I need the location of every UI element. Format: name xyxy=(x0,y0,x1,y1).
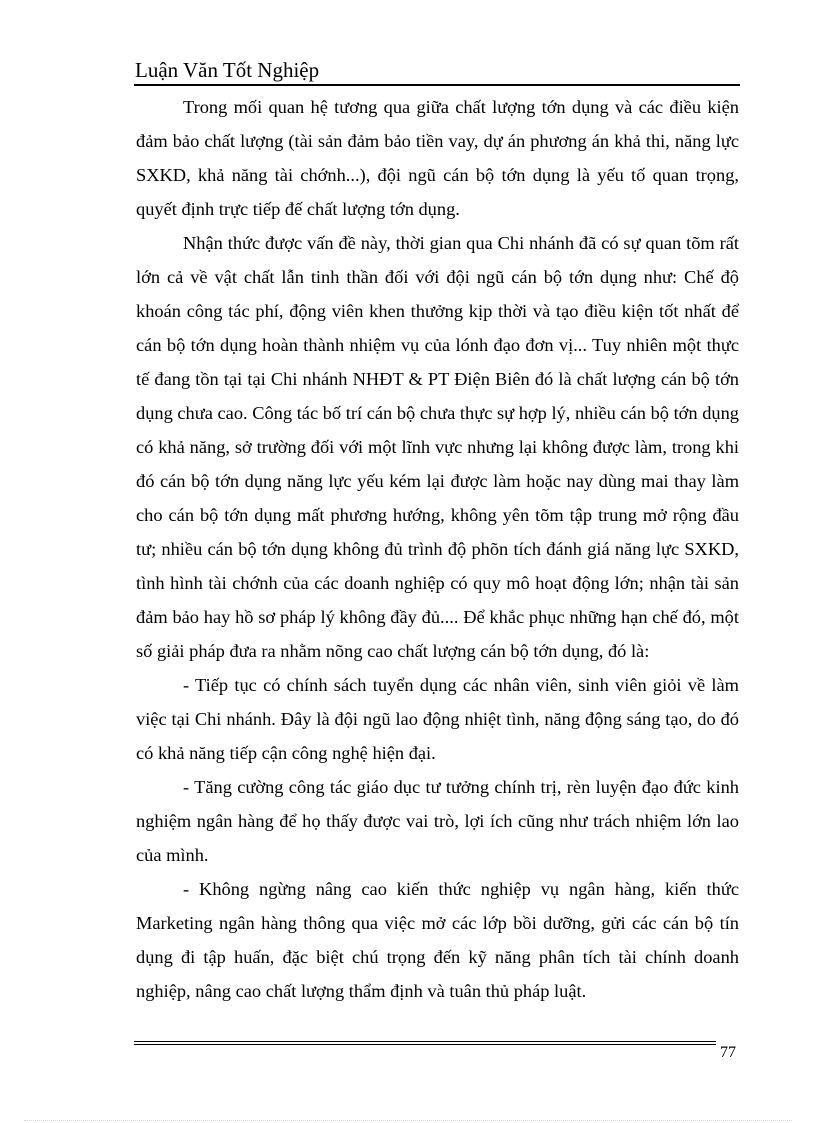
paragraph: - Tiếp tục có chính sách tuyển dụng các nhân viên, sinh viên giỏi về làm việc tại Chi nhánh. Đây là đội ngũ lao động nhiệt tình, năng động sáng tạo, do đó có khả năng tiếp cận công nghệ hiện đại. xyxy=(136,675,739,763)
paragraph: - Tăng cường công tác giáo dục tư tưởng chính trị, rèn luyện đạo đức kinh nghiệm ngân hàng để họ thấy được vai trò, lợi ích cũng như trách nhiệm lớn lao của mình. xyxy=(136,777,739,865)
body-text xyxy=(136,90,739,1008)
paragraph: Trong mối quan hệ tương qua giữa chất lượng tớn dụng và các điều kiện đảm bảo chất lượng (tài sản đảm bảo tiền vay, dự án phương án khả thi, năng lực SXKD, khả năng tài chớnh...), đội ngũ cán bộ tớn dụng là yếu tố quan trọng, quyết định trực tiếp đế chất lượng tớn dụng. xyxy=(136,97,739,219)
header-rule xyxy=(134,84,740,86)
footer-rule xyxy=(134,1041,716,1042)
paragraph: - Không ngừng nâng cao kiến thức nghiệp vụ ngân hàng, kiến thức Marketing ngân hàng thông qua việc mở các lớp bồi dưỡng, gửi các cán bộ tín dụng đi tập huấn, đặc biệt chú trọng đến kỹ năng phân tích tài chính doanh nghiệp, nâng cao chất lượng thẩm định và tuân thủ pháp luật. xyxy=(136,879,739,1001)
page-number: 77 xyxy=(720,1044,736,1061)
paragraph: Nhận thức được vấn đề này, thời gian qua Chi nhánh đã có sự quan tõm rất lớn cả về vật chất lẫn tinh thần đối với đội ngũ cán bộ tớn dụng như: Chế độ khoán công tác phí, động viên khen thưởng kịp thời và tạo điều kiện tốt nhất để cán bộ tớn dụng hoàn thành nhiệm vụ của lónh đạo đơn vị... Tuy nhiên một thực tế đang tồn tại tại Chi nhánh NHĐT & PT Điện Biên đó là chất lượng cán bộ tớn dụng chưa cao. Công tác bố trí cán bộ chưa thực sự hợp lý, nhiều cán bộ tớn dụng có khả năng, sở trường đối với một lĩnh vực nhưng lại không được làm, trong khi đó cán bộ tớn dụng năng lực yếu kém lại được làm hoặc nay dùng mai thay làm cho cán bộ tớn dụng mất phương hướng, không yên tõm tập trung mở rộng đầu tư; nhiều cán bộ tớn dụng không đủ trình độ phõn tích đánh giá năng lực SXKD, tình hình tài chớnh của các doanh nghiệp có quy mô hoạt động lớn; nhận tài sản đảm bảo hay hồ sơ pháp lý không đầy đủ.... Để khắc phục những hạn chế đó, một số giải pháp đưa ra nhằm nõng cao chất lượng cán bộ tớn dụng, đó là: xyxy=(136,233,739,661)
footer-rule xyxy=(134,1044,716,1045)
page-edge-divider xyxy=(24,1120,792,1121)
header-title: Luận Văn Tốt Nghiệp xyxy=(135,58,320,82)
